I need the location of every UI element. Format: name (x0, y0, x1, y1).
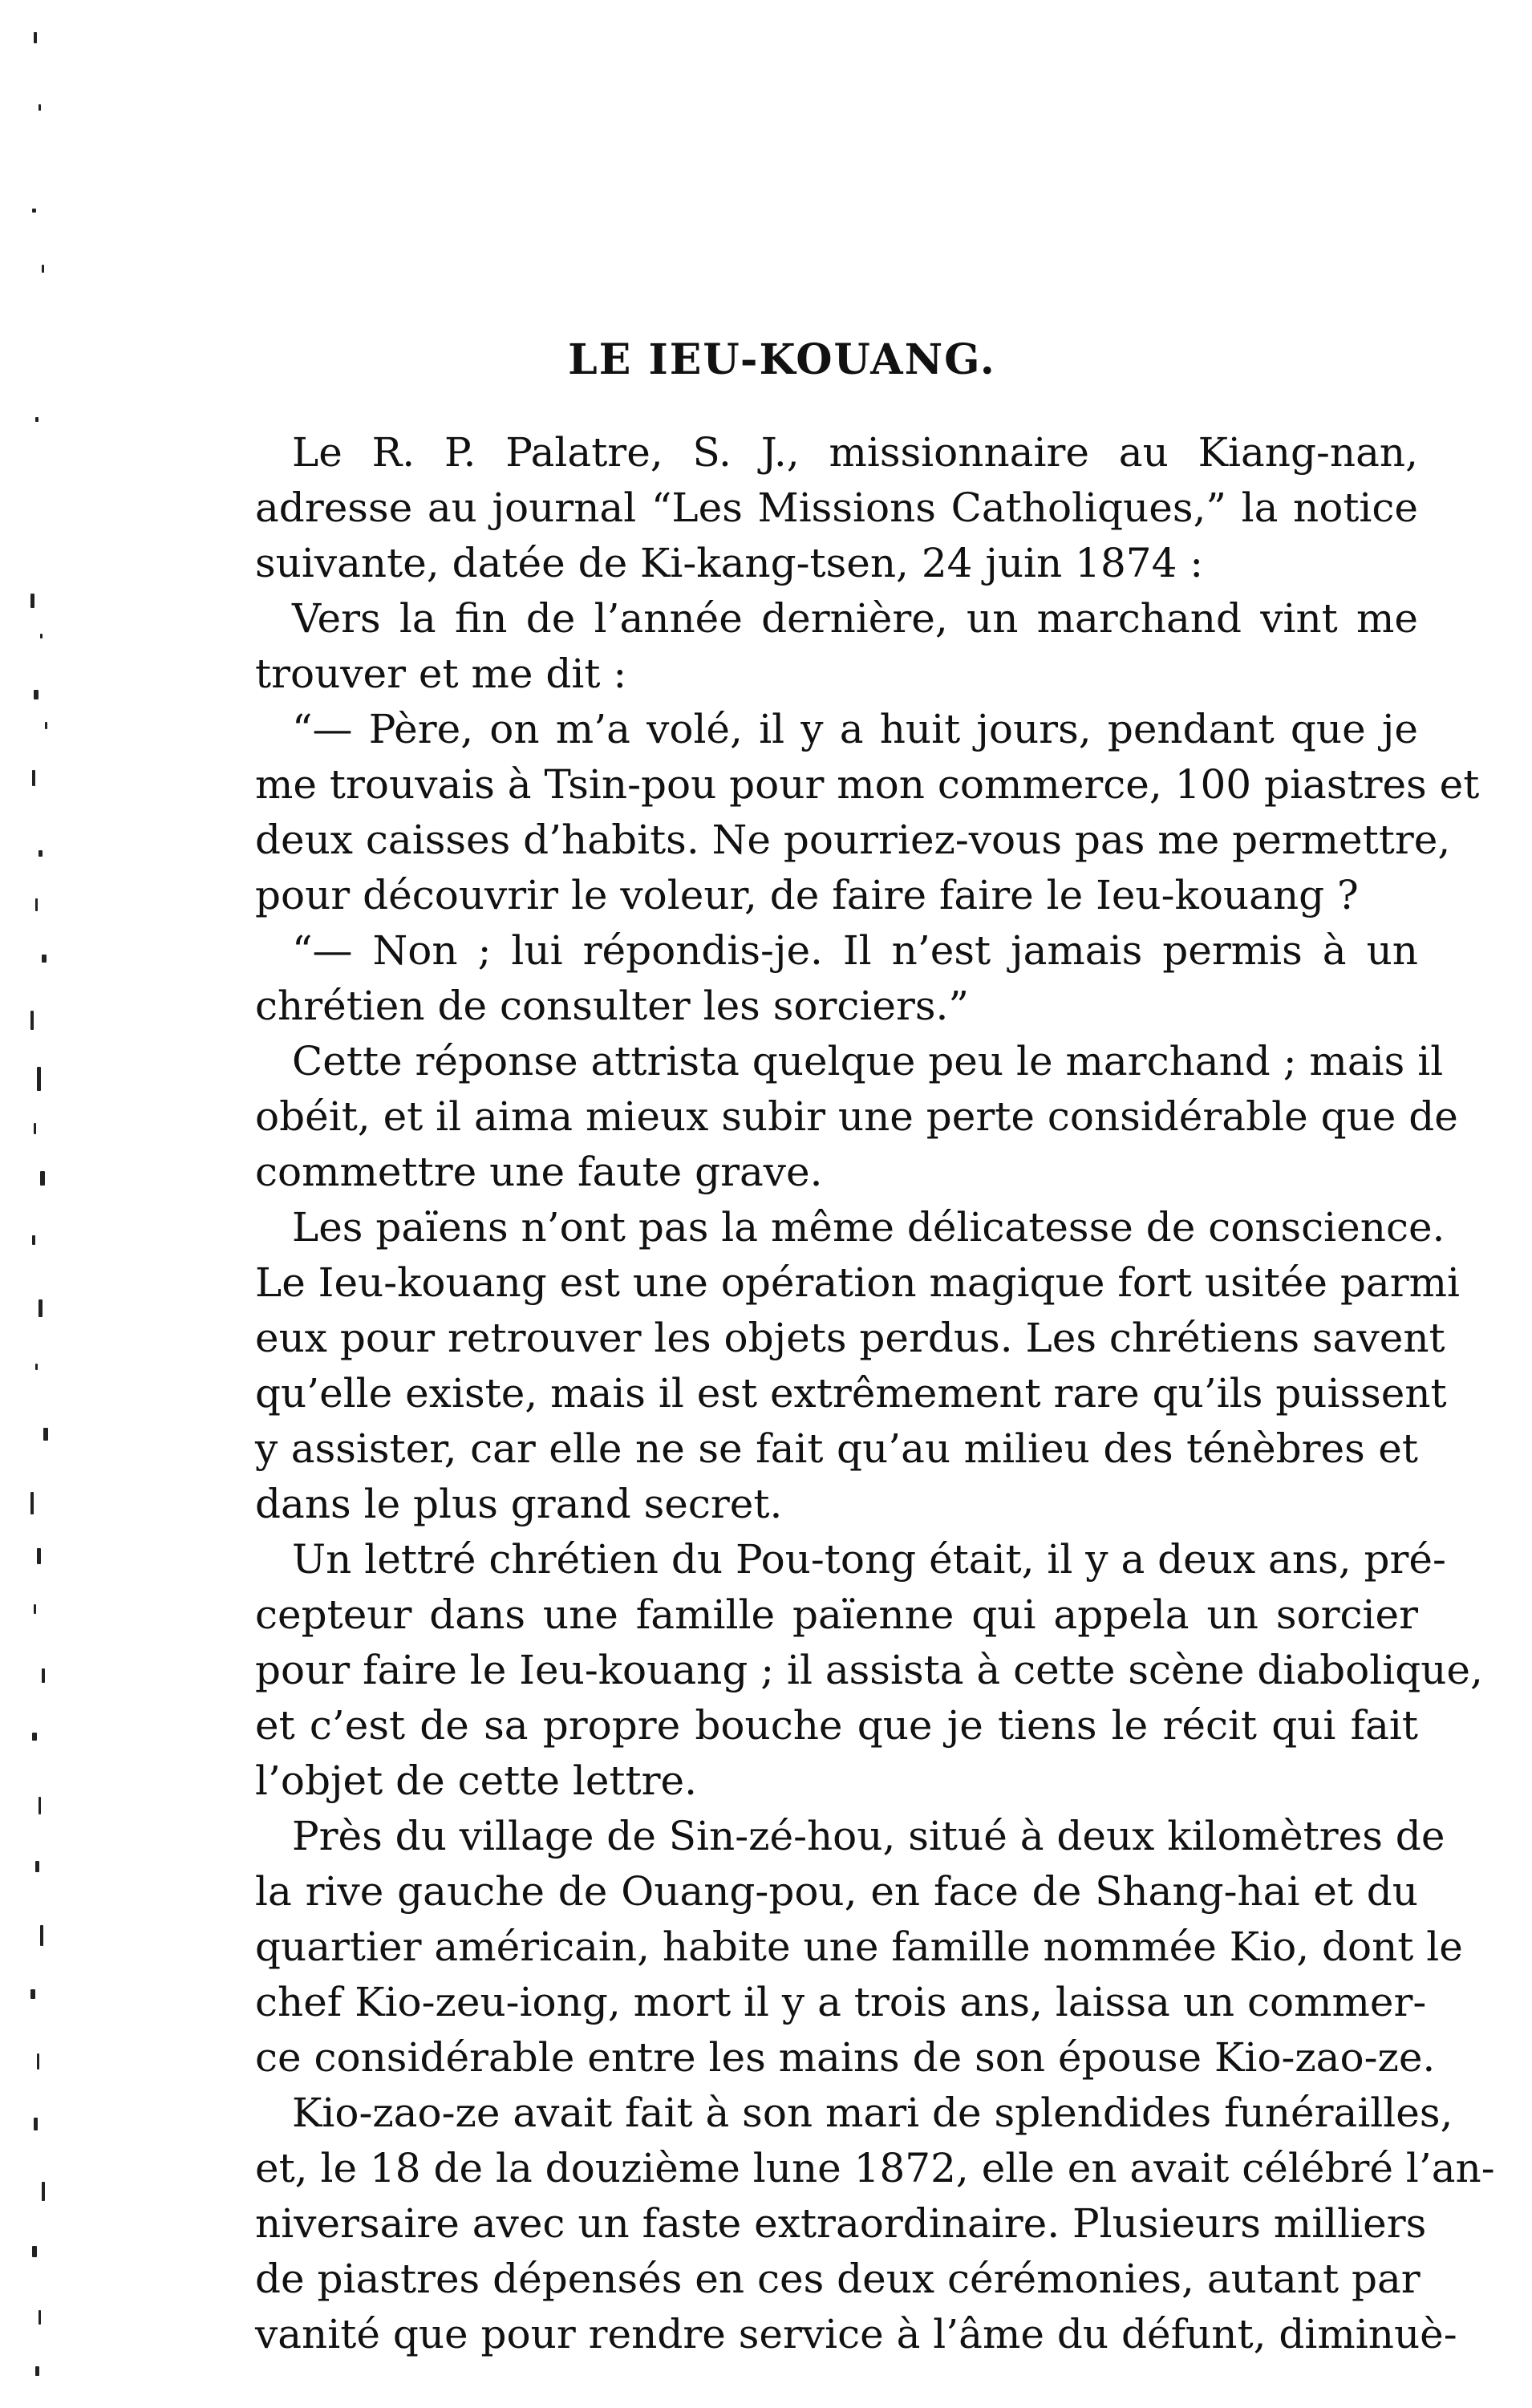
scan-speck (30, 1492, 34, 1514)
text-line: “— Non ; lui répondis-je. Il n’est jamais permis à un (292, 927, 1418, 974)
scan-speck (35, 417, 39, 422)
scan-speck (35, 2366, 39, 2376)
text-line: suivante, datée de Ki-kang-tsen, 24 juin 1874 : (255, 540, 1204, 586)
scan-speck (42, 2182, 45, 2201)
text-line: obéit, et il aima mieux subir une perte considérable que de (255, 1093, 1458, 1140)
text-line: vanité que pour rendre service à l’âme du défunt, diminuè- (255, 2311, 1457, 2357)
scan-speck (40, 1925, 43, 1946)
scan-speck (39, 104, 41, 111)
text-line: cepteur dans une famille païenne qui appela un sorcier (255, 1591, 1418, 1638)
scan-speck (42, 955, 47, 963)
body-text (255, 425, 1495, 2362)
scan-speck (42, 1668, 45, 1683)
scan-speck (39, 1299, 43, 1317)
text-line: pour découvrir le voleur, de faire faire le Ieu-kouang ? (255, 872, 1359, 918)
scan-speck (32, 770, 35, 786)
scan-speck (45, 722, 47, 729)
text-line: commettre une faute grave. (255, 1149, 823, 1195)
text-line: adresse au journal “Les Missions Catholiques,” la notice (255, 484, 1418, 531)
scan-speck (34, 2118, 38, 2130)
scan-speck (43, 1428, 48, 1441)
scan-speck (32, 1733, 37, 1741)
text-line: “— Père, on m’a volé, il y a huit jours, pendant que je (292, 706, 1418, 752)
text-line: chef Kio-zeu-iong, mort il y a trois ans, laissa un commer- (255, 1979, 1427, 2025)
text-line: de piastres dépensés en ces deux cérémonies, autant par (255, 2256, 1421, 2302)
scan-speck (34, 32, 37, 43)
text-line: pour faire le Ieu-kouang ; il assista à cette scène diabolique, (255, 1647, 1483, 1693)
text-line: ce considérable entre les mains de son épouse Kio-zao-ze. (255, 2034, 1436, 2081)
scan-speck (42, 265, 44, 273)
text-line: y assister, car elle ne se fait qu’au milieu des ténèbres et (255, 1425, 1418, 1472)
text-line: et c’est de sa propre bouche que je tiens le récit qui fait (255, 1702, 1418, 1749)
text-line: la rive gauche de Ouang-pou, en face de Shang-hai et du (255, 1868, 1418, 1915)
scan-speck (37, 2053, 39, 2070)
scan-speck (34, 690, 39, 699)
scan-speck (32, 209, 36, 213)
scan-speck (39, 850, 43, 857)
text-line: Près du village de Sin-zé-hou, situé à deux kilomètres de (292, 1813, 1445, 1859)
scan-speck (37, 1067, 41, 1091)
scan-speck (32, 1235, 35, 1245)
scan-speck (35, 1364, 38, 1370)
scan-speck (37, 1548, 41, 1564)
text-line: Le R. P. Palatre, S. J., missionnaire au Kiang-nan, (292, 429, 1418, 476)
text-line: deux caisses d’habits. Ne pourriez-vous pas me permettre, (255, 817, 1451, 863)
scan-speck (39, 2310, 41, 2325)
text-line: dans le plus grand secret. (255, 1481, 783, 1527)
scan-speck (35, 1861, 39, 1872)
scan-speck (40, 1171, 45, 1186)
text-line: Le Ieu-kouang est une opération magique fort usitée parmi (255, 1259, 1461, 1306)
text-line: chrétien de consulter les sorciers.” (255, 983, 969, 1029)
scan-speck (34, 1604, 36, 1614)
scan-speck (40, 634, 43, 638)
text-line: eux pour retrouver les objets perdus. Les chrétiens savent (255, 1315, 1445, 1361)
scan-speck (30, 1989, 35, 1999)
text-line: Les païens n’ont pas la même délicatesse de conscience. (292, 1204, 1445, 1251)
scan-speck (32, 2246, 37, 2257)
text-line: l’objet de cette lettre. (255, 1757, 697, 1804)
text-line: me trouvais à Tsin-pou pour mon commerce, 100 piastres et (255, 761, 1480, 808)
scan-speck (30, 594, 34, 608)
text-line: Kio-zao-ze avait fait à son mari de splendides funérailles, (292, 2090, 1453, 2136)
text-line: quartier américain, habite une famille nommée Kio, dont le (255, 1924, 1463, 1970)
text-line: niversaire avec un faste extraordinaire. Plusieurs milliers (255, 2200, 1427, 2247)
page-title: LE IEU-KOUANG. (568, 335, 996, 384)
text-line: Un lettré chrétien du Pou-tong était, il y a deux ans, pré- (292, 1536, 1446, 1583)
scan-speck (34, 1123, 36, 1134)
scan-speck (39, 1797, 41, 1814)
text-line: qu’elle existe, mais il est extrêmement rare qu’ils puissent (255, 1370, 1447, 1417)
text-line: Cette réponse attrista quelque peu le marchand ; mais il (292, 1038, 1444, 1084)
text-line: et, le 18 de la douzième lune 1872, elle en avait célébré l’an- (255, 2145, 1495, 2191)
scan-speck (35, 898, 38, 911)
scan-speck (30, 1011, 34, 1030)
text-line: trouver et me dit : (255, 651, 627, 697)
text-line: Vers la fin de l’année dernière, un marchand vint me (292, 595, 1418, 642)
